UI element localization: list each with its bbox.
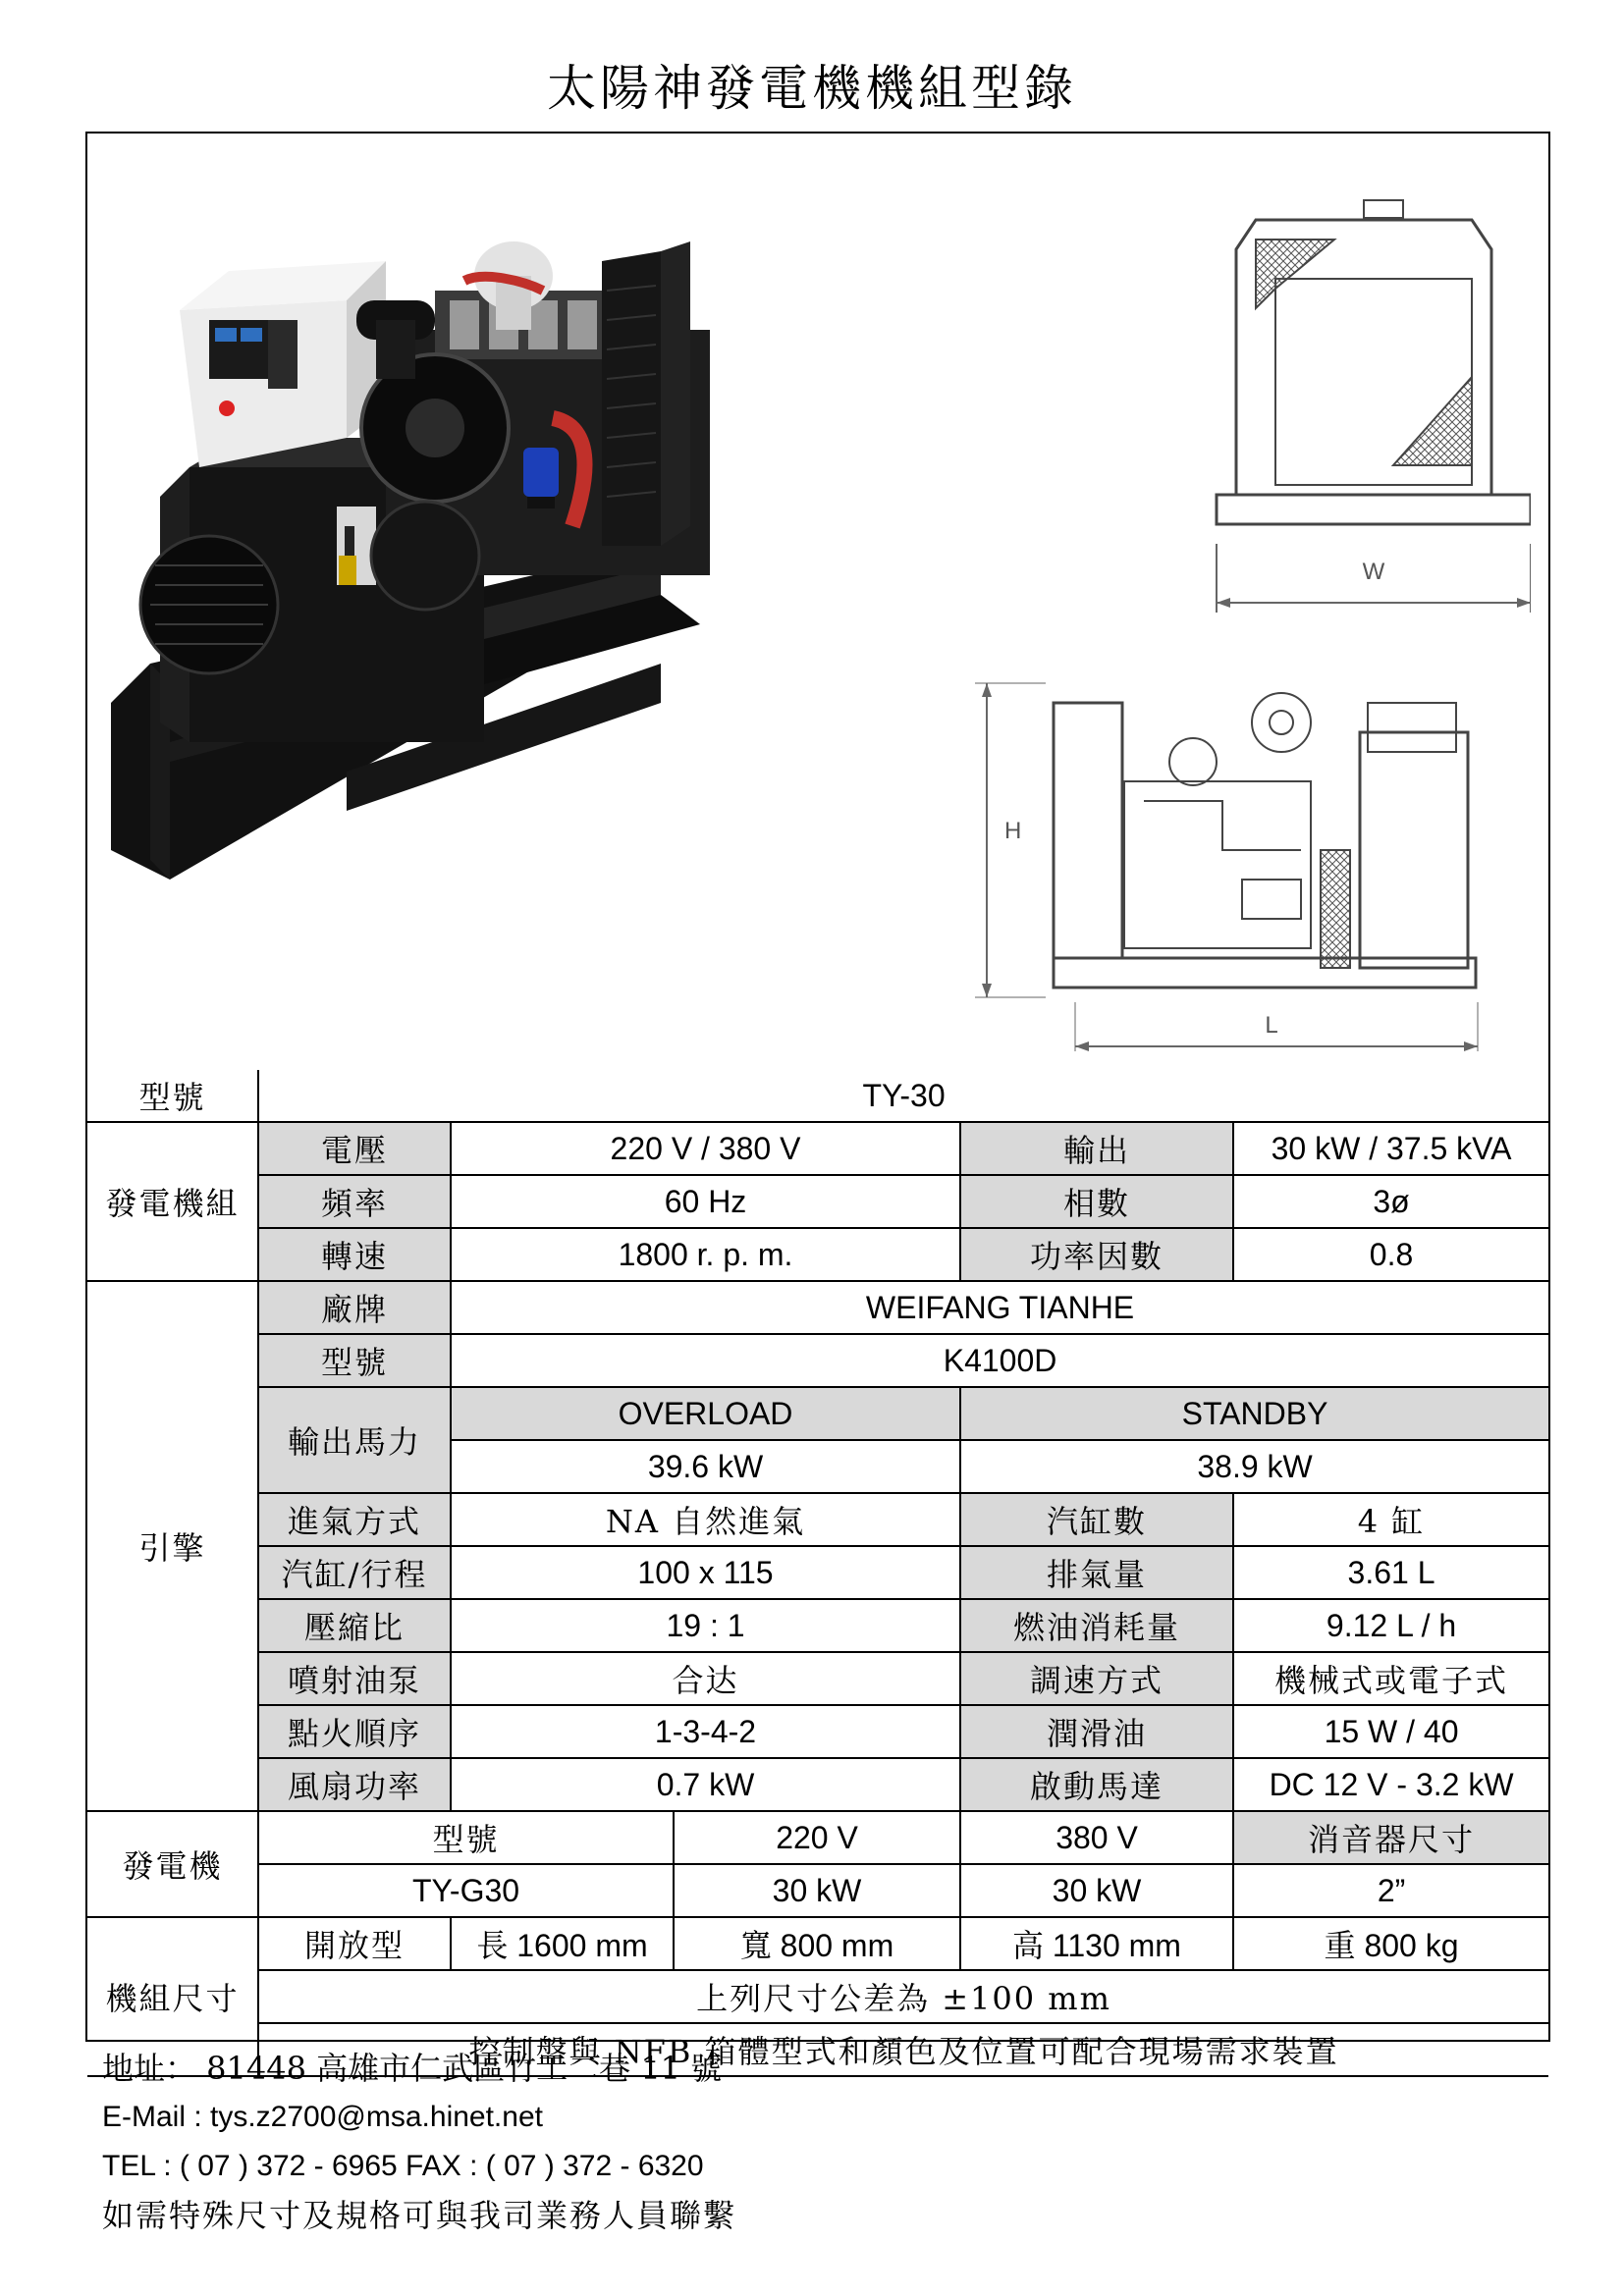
intake-value: NA 自然進氣 — [451, 1493, 960, 1546]
email-line: E-Mail : tys.z2700@msa.hinet.net — [102, 2101, 543, 2133]
engine-brand-row — [87, 1281, 1548, 1334]
starter-label: 啟動馬達 — [960, 1758, 1233, 1811]
speed-label: 轉速 — [258, 1228, 451, 1281]
brand-value: WEIFANG TIANHE — [451, 1281, 1548, 1334]
alternator-value-row — [87, 1864, 1548, 1917]
fan-power-value: 0.7 kW — [451, 1758, 960, 1811]
engine-bore-row — [87, 1546, 1548, 1599]
length-value: 長 1600 mm — [451, 1917, 674, 1970]
firing-order-label: 點火順序 — [258, 1705, 451, 1758]
width-dim-label: W — [1362, 559, 1385, 585]
governor-value: 機械式或電子式 — [1233, 1652, 1548, 1705]
injection-pump-value: 合达 — [451, 1652, 960, 1705]
intake-label: 進氣方式 — [258, 1493, 451, 1546]
alternator-section-label: 發電機 — [87, 1811, 258, 1917]
fuel-consumption-value: 9.12 L / h — [1233, 1599, 1548, 1652]
output-label: 輸出 — [960, 1122, 1233, 1175]
compression-label: 壓縮比 — [258, 1599, 451, 1652]
front-view-drawing — [1177, 171, 1531, 642]
engine-intake-row — [87, 1493, 1548, 1546]
address-line: 地址： 81448 高雄市仁武區竹工二巷 11 號 — [102, 2050, 723, 2087]
starter-value: DC 12 V - 3.2 kW — [1233, 1758, 1548, 1811]
alternator-380v-label: 380 V — [960, 1811, 1233, 1864]
tolerance-note: 上列尺寸公差為 ±100 mm — [258, 1970, 1548, 2023]
image-area — [87, 133, 1548, 1070]
engine-section-label: 引擎 — [87, 1281, 258, 1811]
model-row — [87, 1070, 1548, 1122]
frame-type-value: 開放型 — [258, 1917, 451, 1970]
fan-power-label: 風扇功率 — [258, 1758, 451, 1811]
phase-label: 相數 — [960, 1175, 1233, 1228]
engine-fan-row — [87, 1758, 1548, 1811]
engine-injection-row — [87, 1652, 1548, 1705]
genset-speed-row — [87, 1228, 1548, 1281]
engine-compression-row — [87, 1599, 1548, 1652]
alternator-model-label: 型號 — [258, 1811, 674, 1864]
frequency-label: 頻率 — [258, 1175, 451, 1228]
bore-stroke-value: 100 x 115 — [451, 1546, 960, 1599]
height-value: 高 1130 mm — [960, 1917, 1233, 1970]
dimensions-row — [87, 1917, 1548, 1970]
spec-table — [87, 1070, 1548, 2077]
alternator-380v-value: 30 kW — [960, 1864, 1233, 1917]
alternator-model-value: TY-G30 — [258, 1864, 674, 1917]
phone-fax-line: TEL : ( 07 ) 372 - 6965 FAX : ( 07 ) 372 - 6320 — [102, 2150, 704, 2182]
side-view-drawing — [967, 664, 1517, 1056]
power-factor-label: 功率因數 — [960, 1228, 1233, 1281]
speed-value: 1800 r. p. m. — [451, 1228, 960, 1281]
generator-photo — [111, 173, 975, 978]
engine-model-value: K4100D — [451, 1334, 1548, 1387]
genset-voltage-row — [87, 1122, 1548, 1175]
alternator-header-row — [87, 1811, 1548, 1864]
injection-pump-label: 噴射油泵 — [258, 1652, 451, 1705]
brand-label: 廠牌 — [258, 1281, 451, 1334]
bore-stroke-label: 汽缸/行程 — [258, 1546, 451, 1599]
alternator-220v-label: 220 V — [674, 1811, 960, 1864]
frequency-value: 60 Hz — [451, 1175, 960, 1228]
model-label: 型號 — [87, 1070, 258, 1122]
standby-label: STANDBY — [960, 1387, 1548, 1440]
power-factor-value: 0.8 — [1233, 1228, 1548, 1281]
displacement-label: 排氣量 — [960, 1546, 1233, 1599]
fuel-consumption-label: 燃油消耗量 — [960, 1599, 1233, 1652]
voltage-value: 220 V / 380 V — [451, 1122, 960, 1175]
overload-value: 39.6 kW — [451, 1440, 960, 1493]
contact-footer — [102, 2044, 1477, 2240]
muffler-value: 2” — [1233, 1864, 1548, 1917]
alternator-220v-value: 30 kW — [674, 1864, 960, 1917]
power-label: 輸出馬力 — [258, 1387, 451, 1493]
firing-order-value: 1-3-4-2 — [451, 1705, 960, 1758]
genset-frequency-row — [87, 1175, 1548, 1228]
cylinders-label: 汽缸數 — [960, 1493, 1233, 1546]
dimensions-section-label: 機組尺寸 — [87, 1917, 258, 2076]
length-dim-label: L — [1265, 1012, 1278, 1039]
contact-note: 如需特殊尺寸及規格可與我司業務人員聯繫 — [102, 2197, 737, 2234]
muffler-label: 消音器尺寸 — [1233, 1811, 1548, 1864]
voltage-label: 電壓 — [258, 1122, 451, 1175]
lubricant-value: 15 W / 40 — [1233, 1705, 1548, 1758]
height-dim-label: H — [1004, 818, 1022, 844]
standby-value: 38.9 kW — [960, 1440, 1548, 1493]
phase-value: 3ø — [1233, 1175, 1548, 1228]
panel-note: 控制盤與 NFB 箱體型式和顏色及位置可配合現場需求裝置 — [258, 2023, 1548, 2076]
engine-model-label: 型號 — [258, 1334, 451, 1387]
governor-label: 調速方式 — [960, 1652, 1233, 1705]
engine-firing-row — [87, 1705, 1548, 1758]
model-value: TY-30 — [258, 1070, 1548, 1122]
width-value: 寬 800 mm — [674, 1917, 960, 1970]
compression-value: 19 : 1 — [451, 1599, 960, 1652]
lubricant-label: 潤滑油 — [960, 1705, 1233, 1758]
engine-power-header-row — [87, 1387, 1548, 1440]
page-title: 太陽神發電機機組型錄 — [547, 60, 1077, 117]
cylinders-value: 4 缸 — [1233, 1493, 1548, 1546]
engine-model-row — [87, 1334, 1548, 1387]
overload-label: OVERLOAD — [451, 1387, 960, 1440]
output-value: 30 kW / 37.5 kVA — [1233, 1122, 1548, 1175]
tolerance-row — [87, 1970, 1548, 2023]
displacement-value: 3.61 L — [1233, 1546, 1548, 1599]
genset-section-label: 發電機組 — [87, 1122, 258, 1281]
weight-value: 重 800 kg — [1233, 1917, 1548, 1970]
